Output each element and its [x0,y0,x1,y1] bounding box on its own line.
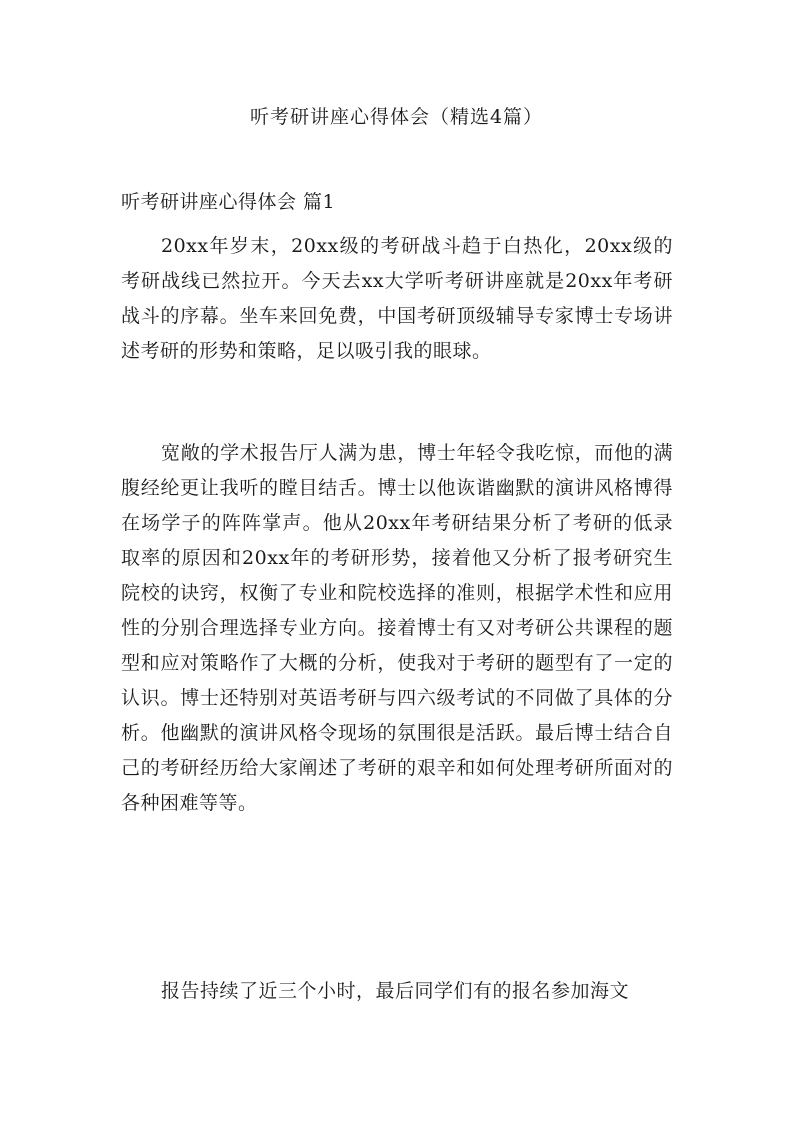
document-title: 听考研讲座心得体会（精选4篇） [249,106,544,128]
paragraph-3: 报告持续了近三个小时，最后同学们有的报名参加海文 [161,980,630,1002]
paragraph-1: 20xx年岁末，20xx级的考研战斗趋于白热化，20xx级的考研战线已然拉开。今天去xx大学听考研讲座就是20xx年考研战斗的序幕。坐车来回免费，中国考研顶级辅导专家博士专场讲述考研的形势和策略，足以吸引我的眼球。 [121,235,673,362]
section-heading: 听考研讲座心得体会 篇1 [121,191,336,213]
paragraph-2: 宽敞的学术报告厅人满为患，博士年轻令我吃惊，而他的满腹经纶更让我听的瞠目结舌。博士以他诙谐幽默的演讲风格博得在场学子的阵阵掌声。他从20xx年考研结果分析了考研的低录取率的原因和20xx年的考研形势，接着他又分析了报考研究生院校的诀窍，权衡了专业和院校选择的准则，根据学术性和应用性的分别合理选择专业方向。接着博士有又对考研公共课程的题型和应对策略作了大概的分析，使我对于考研的题型有了一定的认识。博士还特别对英语考研与四六级考试的不同做了具体的分析。他幽默的演讲风格令现场的氛围很是活跃。最后博士结合自己的考研经历给大家阐述了考研的艰辛和如何处理考研所面对的各种困难等等。 [121,442,673,814]
